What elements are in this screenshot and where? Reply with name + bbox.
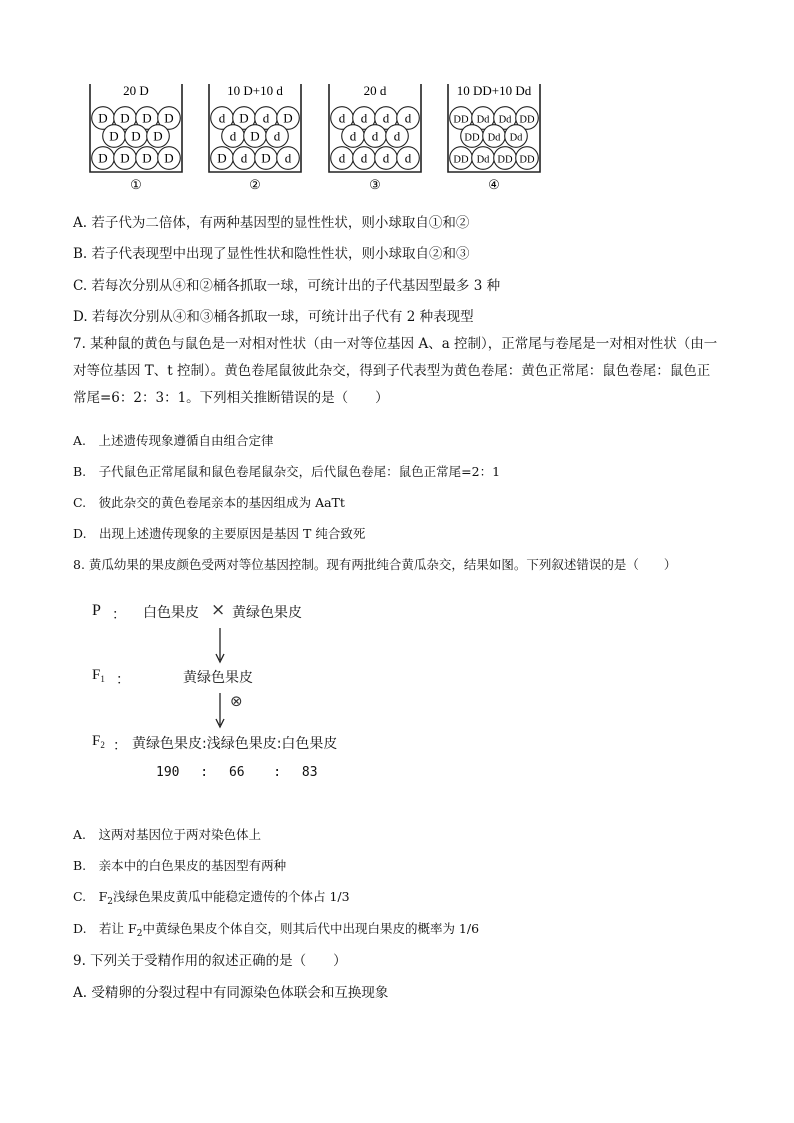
ball-allele: D xyxy=(164,150,174,166)
q7-option-b: B. 子代鼠色正常尾鼠和鼠色卷尾鼠杂交，后代鼠色卷尾：鼠色正常尾=2：1 xyxy=(73,464,501,479)
ball-allele: D xyxy=(142,150,152,166)
q6-option-c: C. 若每次分别从④和②桶各抓取一球，可统计出的子代基因型最多 3 种 xyxy=(73,278,501,294)
ball-allele: D xyxy=(120,110,130,126)
ball-allele: DD xyxy=(453,114,469,126)
q8-stem: 8. 黄瓜幼果的果皮颜色受两对等位基因控制。现有两批纯合黄瓜杂交，结果如图。下列叙述错误的是（ ） xyxy=(73,557,677,572)
ball-allele: d xyxy=(382,110,390,126)
q7-option-c: C. 彼此杂交的黄色卷尾亲本的基因组成为 AaTt xyxy=(73,495,345,510)
f2-phenotypes: 黄绿色果皮:浅绿色果皮:白色果皮 xyxy=(132,736,338,752)
ball-allele: d xyxy=(349,128,357,144)
ball-allele: D xyxy=(131,128,141,144)
q9-stem: 9. 下列关于受精作用的叙述正确的是（ ） xyxy=(73,953,347,969)
ball-allele: d xyxy=(404,110,412,126)
f2-label: $F_2$ xyxy=(92,733,105,750)
f2-counts: 190 : 66 : 83 xyxy=(156,765,318,780)
p-parent1: 白色果皮 xyxy=(143,605,199,621)
ball-allele: D xyxy=(120,150,130,166)
arrow-f1-f2 xyxy=(212,693,228,729)
ball-allele: DD xyxy=(464,132,480,144)
q8-option-d: D. 若让 $F_2$中黄绿色果皮个体自交，则其后代中出现白果皮的概率为 1/6 xyxy=(73,921,480,939)
ball-allele: DD xyxy=(497,154,513,166)
bucket-label: 10 DD+10 Dd xyxy=(456,83,532,98)
self-cross-icon: ⊗ xyxy=(230,692,243,710)
q7-option-a: A. 上述遗传现象遵循自由组合定律 xyxy=(73,433,274,448)
ball-allele: d xyxy=(262,110,270,126)
ball-allele: DD xyxy=(453,154,469,166)
q7-option-d: D. 出现上述遗传现象的主要原因是基因 T 纯合致死 xyxy=(73,526,366,541)
ball-allele: Dd xyxy=(487,132,501,144)
ball-allele: d xyxy=(338,110,346,126)
q7-stem: 7. 某种鼠的黄色与鼠色是一对相对性状（由一对等位基因 A、a 控制），正常尾与卷尾是一对相对性状（由一对等位基因 T、t 控制）。黄色卷尾鼠彼此杂交，得到子代表型为黄色卷尾：黄色正常尾：鼠色卷尾：鼠色正常尾=6：2：3：1。下列相关推断错误的是（ ） xyxy=(73,336,718,406)
bucket-label: 20 D xyxy=(123,83,149,98)
ball-allele: D xyxy=(261,150,271,166)
q8-option-c: C. $F_2$浅绿色果皮黄瓜中能稳定遗传的个体占 1/3 xyxy=(73,889,350,907)
ball-allele: d xyxy=(240,150,248,166)
ball-allele: D xyxy=(250,128,260,144)
bucket-figure xyxy=(0,0,794,200)
bucket-label: 10 D+10 d xyxy=(227,83,283,98)
q8-option-a: A. 这两对基因位于两对染色体上 xyxy=(73,827,262,842)
ball-allele: Dd xyxy=(476,154,490,166)
ball-allele: DD xyxy=(519,114,535,126)
bucket-label: 20 d xyxy=(363,83,387,98)
p-label: P xyxy=(92,602,101,619)
bucket-4 xyxy=(448,83,540,192)
f1-label: $F_1$ xyxy=(92,667,105,684)
ball-allele: d xyxy=(338,150,346,166)
bucket-2 xyxy=(209,83,301,192)
arrow-p-f1 xyxy=(212,628,228,664)
q6-option-b: B. 若子代表现型中出现了显性性状和隐性性状，则小球取自②和③ xyxy=(73,246,470,262)
q6-option-a: A. 若子代为二倍体，有两种基因型的显性性状，则小球取自①和② xyxy=(73,215,470,231)
bucket-3 xyxy=(329,83,421,192)
p-colon: ： xyxy=(112,607,126,623)
ball-allele: Dd xyxy=(498,114,512,126)
ball-allele: d xyxy=(284,150,292,166)
ball-allele: d xyxy=(371,128,379,144)
bucket-number: ④ xyxy=(488,177,500,192)
ball-allele: D xyxy=(98,110,108,126)
q8-option-b: B. 亲本中的白色果皮的基因型有两种 xyxy=(73,858,287,873)
cross-symbol: × xyxy=(211,600,226,620)
ball-allele: d xyxy=(273,128,281,144)
ball-allele: D xyxy=(109,128,119,144)
bucket-1 xyxy=(90,83,182,192)
ball-allele: d xyxy=(360,150,368,166)
ball-allele: D xyxy=(164,110,174,126)
f1-phenotype: 黄绿色果皮 xyxy=(183,670,253,686)
ball-allele: D xyxy=(283,110,293,126)
ball-allele: d xyxy=(382,150,390,166)
ball-allele: DD xyxy=(519,154,535,166)
ball-allele: D xyxy=(142,110,152,126)
p-parent2: 黄绿色果皮 xyxy=(232,605,302,621)
ball-allele: d xyxy=(360,110,368,126)
ball-allele: d xyxy=(393,128,401,144)
ball-allele: d xyxy=(218,110,226,126)
ball-allele: Dd xyxy=(509,132,523,144)
q6-option-d: D. 若每次分别从④和③桶各抓取一球，可统计出子代有 2 种表现型 xyxy=(73,309,474,325)
ball-allele: Dd xyxy=(476,114,490,126)
ball-allele: D xyxy=(153,128,163,144)
bucket-number: ③ xyxy=(369,177,381,192)
f1-colon: ： xyxy=(116,672,130,688)
bucket-number: ① xyxy=(130,177,142,192)
ball-allele: d xyxy=(229,128,237,144)
ball-allele: D xyxy=(98,150,108,166)
ball-allele: D xyxy=(217,150,227,166)
ball-allele: d xyxy=(404,150,412,166)
bucket-number: ② xyxy=(249,177,261,192)
ball-allele: D xyxy=(239,110,249,126)
f2-colon: ： xyxy=(113,738,127,754)
q9-option-a: A. 受精卵的分裂过程中有同源染色体联会和互换现象 xyxy=(73,985,389,1001)
